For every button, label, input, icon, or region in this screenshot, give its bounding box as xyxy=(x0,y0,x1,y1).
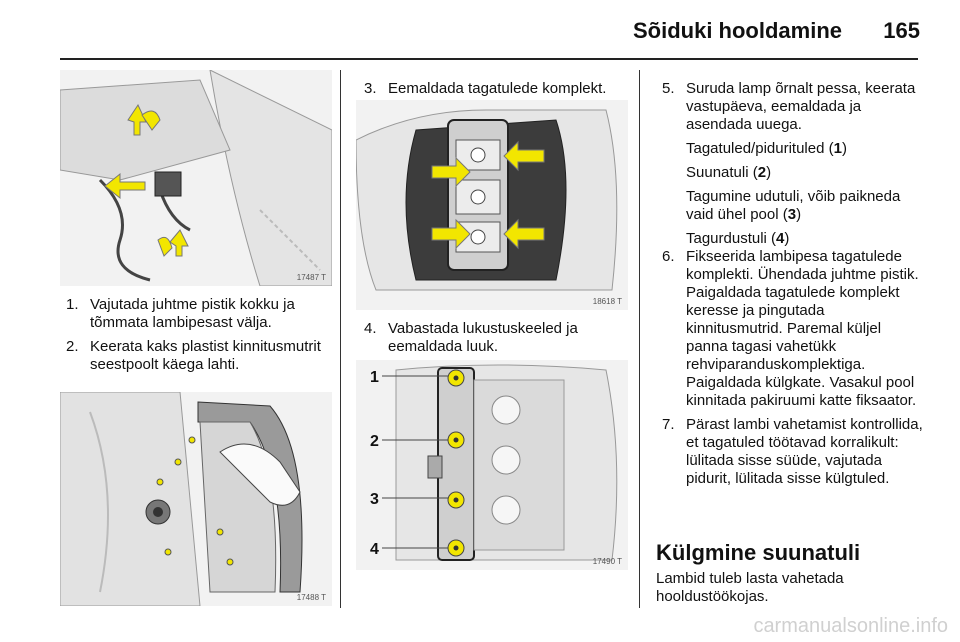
step-text: Pärast lambi vahetamist kontrollida, et tagatuled töötavad korralikult: lülitada sisse süüde, vajutada pidurit, lülitada sisse külgtuled. xyxy=(686,416,923,487)
steps-right-2 xyxy=(662,248,924,494)
figure-bulb-holder xyxy=(356,360,628,570)
callout-2: 2 xyxy=(370,433,379,450)
bulb-item-3 xyxy=(662,188,924,224)
figure-remove-assembly-illustration xyxy=(356,100,628,310)
step-4 xyxy=(364,320,636,356)
bulb-number: 1 xyxy=(833,140,842,157)
page-number: 165 xyxy=(883,18,920,43)
step-6 xyxy=(662,248,924,410)
step-3 xyxy=(364,80,636,98)
bulb-label-end: ) xyxy=(766,164,772,181)
callout-4: 4 xyxy=(370,541,379,558)
bulb-label: Suunatuli ( xyxy=(686,164,758,181)
bulb-number: 3 xyxy=(787,206,797,223)
bulb-label-end: ) xyxy=(796,206,802,223)
bulb-label-end: ) xyxy=(841,140,847,157)
bulb-number: 4 xyxy=(776,230,785,247)
step-text: Keerata kaks plastist kinnitusmutrit seestpoolt käega lahti. xyxy=(90,338,321,373)
figure-unscrew-nuts xyxy=(60,392,332,606)
bulb-label-end: ) xyxy=(784,230,790,247)
bulb-number: 2 xyxy=(757,164,767,181)
header-rule xyxy=(60,58,918,60)
step-text: Suruda lamp õrnalt pessa, keerata vastupäeva, eemaldada ja asendada uuega. xyxy=(686,80,916,133)
step-text: Vajutada juhtme pistik kokku ja tõmmata lambipesast välja. xyxy=(90,296,295,331)
bulb-label: Tagumine udutuli, võib paikneda vaid ühel pool ( xyxy=(686,188,901,223)
figure-plug-removal xyxy=(60,70,332,286)
column-divider-1 xyxy=(340,70,341,608)
watermark: carmanualsonline.info xyxy=(753,615,948,637)
step-text: Vabastada lukustuskeeled ja eemaldada luuk. xyxy=(388,320,578,355)
step-7 xyxy=(662,416,924,488)
page-header xyxy=(0,0,960,60)
bulb-label: Tagatuled/pidurituled ( xyxy=(686,140,834,157)
section-heading: Külgmine suunatuli xyxy=(656,540,861,565)
figure-bulb-holder-illustration xyxy=(356,360,628,570)
bulb-label: Tagurdustuli ( xyxy=(686,230,777,247)
step-number: 5. xyxy=(662,80,675,97)
step-text: Fikseerida lambipesa tagatulede komplekti. Ühendada juhtme pistik. Paigaldada tagatulede komplekt keresse ja pingutada kinnitusmutrid. Paremal küljel panna tagasi vahetükk rehviparanduskomplektiga. Paigaldada külgkate. Vasakul pool kinnitada pakiruumi katte fiksaator. xyxy=(686,248,919,409)
step-5 xyxy=(662,80,924,134)
step-number: 6. xyxy=(662,248,675,265)
step-2 xyxy=(66,338,334,374)
step-number: 4. xyxy=(364,320,377,337)
step-number: 7. xyxy=(662,416,675,433)
step-number: 2. xyxy=(66,338,79,355)
step-number: 3. xyxy=(364,80,377,97)
steps-right xyxy=(662,80,924,140)
figure-plug-removal-illustration xyxy=(60,70,332,286)
figure-code: 17488 T xyxy=(296,593,326,602)
step-number: 1. xyxy=(66,296,79,313)
figure-code: 17487 T xyxy=(296,273,326,282)
section-paragraph: Lambid tuleb lasta vahetada hooldustöökojas. xyxy=(656,570,844,605)
step-4-list xyxy=(364,320,636,362)
steps-left xyxy=(66,296,334,380)
column-divider-2 xyxy=(639,70,640,608)
bulb-list xyxy=(662,134,924,254)
step-text: Eemaldada tagatulede komplekt. xyxy=(388,80,607,97)
figure-unscrew-nuts-illustration xyxy=(60,392,332,606)
step-1 xyxy=(66,296,334,332)
callout-3: 3 xyxy=(370,491,379,508)
figure-remove-assembly xyxy=(356,100,628,310)
figure-code: 18618 T xyxy=(592,297,622,306)
header-title: Sõiduki hooldamine xyxy=(632,18,842,43)
bulb-item-4 xyxy=(662,230,924,248)
bulb-item-2 xyxy=(662,164,924,182)
figure-code: 17490 T xyxy=(592,557,622,566)
callout-1: 1 xyxy=(370,369,379,386)
bulb-item-1 xyxy=(662,140,924,158)
